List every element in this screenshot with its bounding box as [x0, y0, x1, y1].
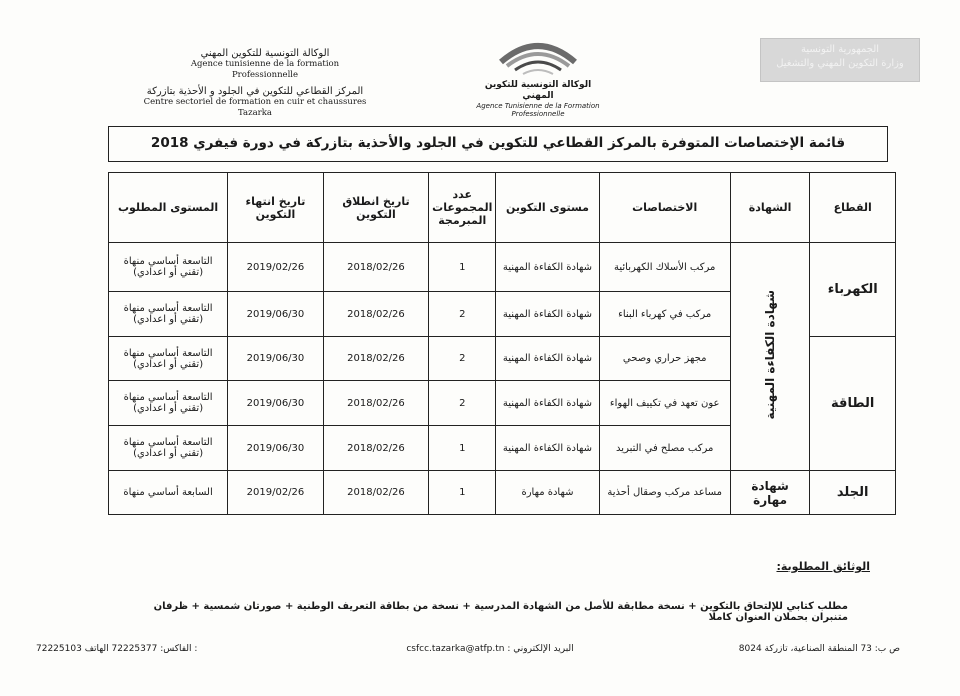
header-certificate: الشهادة — [730, 173, 810, 243]
agency-name-fr-1: Agence tunisienne de la formation — [190, 59, 340, 69]
stamp-line-2: وزارة التكوين المهني والتشغيل — [776, 58, 904, 69]
specialty-cell: مجهز حراري وصحي — [599, 337, 730, 381]
agency-name-fr-2: Professionnelle — [231, 70, 299, 80]
header-specialty: الاختصاصات — [599, 173, 730, 243]
fax-label: الفاكس: — [160, 644, 192, 654]
level-cell: شهادة الكفاءة المهنية — [496, 426, 599, 471]
center-name-fr-2: Tazarka — [238, 108, 272, 118]
ministry-stamp — [760, 38, 920, 82]
fax-value: 72225103 — [36, 644, 82, 654]
center-name-ar: المركز القطاعي للتكوين في الجلود و الأحذية بتازركة — [146, 86, 364, 97]
end-date-cell: 2019/06/30 — [228, 381, 324, 426]
level-cell: شهادة الكفاءة المهنية — [496, 243, 599, 292]
phone-label: الهاتف : — [84, 644, 198, 654]
certificate-professional-cell — [730, 243, 810, 471]
required-level-cell: السابعة أساسي منهاة — [109, 471, 228, 515]
center-header — [140, 86, 370, 119]
footer-phone-fax — [36, 644, 226, 654]
start-date-cell: 2018/02/26 — [323, 243, 428, 292]
header-end-date: تاريخ انتهاء التكوين — [228, 173, 324, 243]
specialty-cell: مركب مصلح في التبريد — [599, 426, 730, 471]
end-date-cell: 2019/06/30 — [228, 292, 324, 337]
start-date-cell: 2018/02/26 — [323, 381, 428, 426]
logo-arabic-text: الوكالة التونسية للتكوين المهني — [484, 80, 592, 101]
start-date-cell: 2018/02/26 — [323, 337, 428, 381]
start-date-cell: 2018/02/26 — [323, 426, 428, 471]
level-cell: شهادة مهارة — [496, 471, 599, 515]
specialties-table — [108, 172, 896, 515]
sector-energy: الطاقة — [810, 337, 896, 471]
agency-logo — [468, 36, 608, 118]
certificate-skill: شهادة مهارة — [730, 471, 810, 515]
groups-cell: 2 — [429, 381, 496, 426]
required-level-cell: التاسعة أساسي منهاة (تقني أو اعدادي) — [109, 426, 228, 471]
documents-title: الوثائق المطلوبة: — [776, 560, 870, 573]
email-value: csfcc.tazarka@atfp.tn — [406, 644, 505, 654]
level-cell: شهادة الكفاءة المهنية — [496, 381, 599, 426]
start-date-cell: 2018/02/26 — [323, 292, 428, 337]
groups-cell: 2 — [429, 337, 496, 381]
groups-cell: 1 — [429, 426, 496, 471]
agency-name-ar: الوكالة التونسية للتكوين المهني — [200, 48, 330, 59]
header-level: مستوى التكوين — [496, 173, 599, 243]
footer-email — [395, 644, 585, 654]
certificate-professional: شهادة الكفاءة المهنية — [763, 290, 778, 420]
required-level-cell: التاسعة أساسي منهاة (تقني أو اعدادي) — [109, 243, 228, 292]
center-name-fr-1: Centre sectoriel de formation en cuir et chaussures — [143, 97, 367, 107]
table-row — [109, 243, 896, 292]
agency-header — [160, 48, 370, 81]
required-level-cell: التاسعة أساسي منهاة (تقني أو اعدادي) — [109, 292, 228, 337]
document-title: قائمة الإختصاصات المتوفرة بالمركز القطاعي للتكوين في الجلود والأحذية بتازركة في دورة فيفري 2018 — [108, 126, 888, 162]
required-level-cell: التاسعة أساسي منهاة (تقني أو اعدادي) — [109, 337, 228, 381]
table-header-row — [109, 173, 896, 243]
sector-leather: الجلد — [810, 471, 896, 515]
end-date-cell: 2019/02/26 — [228, 471, 324, 515]
end-date-cell: 2019/06/30 — [228, 426, 324, 471]
table-row — [109, 471, 896, 515]
level-cell: شهادة الكفاءة المهنية — [496, 292, 599, 337]
email-label: البريد الإلكتروني : — [507, 644, 574, 654]
end-date-cell: 2019/06/30 — [228, 337, 324, 381]
header-start-date: تاريخ انطلاق التكوين — [323, 173, 428, 243]
specialty-cell: مركب في كهرباء البناء — [599, 292, 730, 337]
footer-address: ص ب: 73 المنطقة الصناعية، تازركة 8024 — [738, 644, 900, 654]
required-level-cell: التاسعة أساسي منهاة (تقني أو اعدادي) — [109, 381, 228, 426]
atfp-logo-icon — [493, 36, 583, 80]
header-sector: القطاع — [810, 173, 896, 243]
sector-electricity: الكهرباء — [810, 243, 896, 337]
groups-cell: 1 — [429, 243, 496, 292]
specialty-cell: مركب الأسلاك الكهربائية — [599, 243, 730, 292]
documents-list: مطلب كتابي للإلتحاق بالتكوين + نسخة مطابقة للأصل من الشهادة المدرسية + نسخة من بطاقة التعريف الوطنية + صورتان شمسية + ظرفان متنبران بحملان العنوان كاملا — [153, 601, 848, 623]
start-date-cell: 2018/02/26 — [323, 471, 428, 515]
groups-cell: 1 — [429, 471, 496, 515]
specialty-cell: مساعد مركب وصقال أحذية — [599, 471, 730, 515]
header-required-level: المستوى المطلوب — [109, 173, 228, 243]
logo-french-text: Agence Tunisienne de la Formation Professionnelle — [476, 102, 600, 118]
phone-value: 72225377 — [111, 644, 158, 654]
end-date-cell: 2019/02/26 — [228, 243, 324, 292]
groups-cell: 2 — [429, 292, 496, 337]
level-cell: شهادة الكفاءة المهنية — [496, 337, 599, 381]
header-groups: عدد المجموعات المبرمجة — [429, 173, 496, 243]
stamp-line-1: الجمهورية التونسية — [800, 44, 880, 55]
specialty-cell: عون تعهد في تكييف الهواء — [599, 381, 730, 426]
